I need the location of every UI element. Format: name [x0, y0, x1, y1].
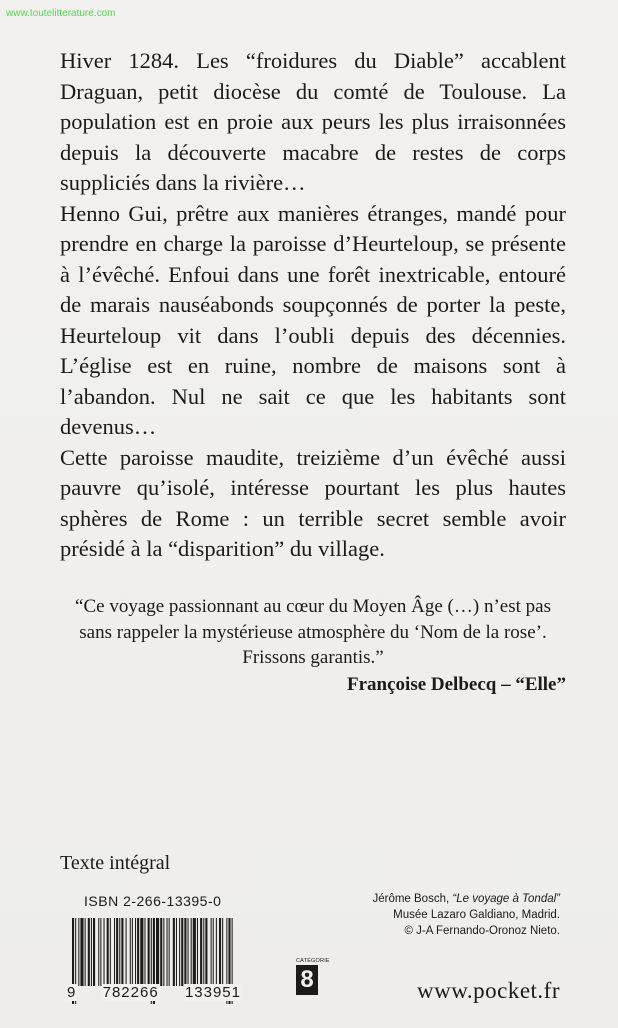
edge-mark: [604, 968, 610, 1010]
press-quote: [60, 594, 566, 697]
press-quote-text: “Ce voyage passionnant au cœur du Moyen Âge (…) n’est pas sans rappeler la mystérieuse atmosphère du ‘Nom de la rose’. Frissons garantis.”: [75, 596, 551, 668]
category-number: 8: [296, 965, 318, 995]
barcode-digits: [66, 984, 242, 1001]
isbn-text: ISBN 2-266-13395-0: [84, 893, 222, 909]
edition-label: Texte intégral: [60, 852, 171, 874]
barcode-first-digit: 9: [67, 984, 77, 1001]
barcode-group-right: 133951: [184, 984, 241, 1001]
credit-copyright: © J-A Fernando-Oronoz Nieto.: [404, 925, 560, 937]
category-label: CATÉGORIE: [296, 958, 330, 964]
synopsis-paragraph: Cette paroisse maudite, treizième d’un évêché aussi pauvre qu’isolé, intéresse pourtant les plus hautes sphères de Rome : un terrible secret semble avoir présidé à la “disparition” du village.: [60, 444, 566, 561]
synopsis-paragraph: Hiver 1284. Les “froidures du Diable” accablent Draguan, petit diocèse du comté de Toulouse. La population est en proie aux peurs les plus irraisonnées depuis la découverte macabre de restes de corps suppliciés dans la rivière…: [60, 48, 566, 195]
credit-artist: Jérôme Bosch,: [372, 893, 450, 905]
watermark-text: www.toutelitterature.com: [6, 8, 116, 19]
press-quote-attribution: Françoise Delbecq – “Elle”: [347, 673, 566, 695]
synopsis-blurb: [60, 46, 566, 565]
credit-museum: Musée Lazaro Galdiano, Madrid.: [393, 909, 560, 921]
publisher-website[interactable]: www.pocket.fr: [417, 978, 560, 1003]
credit-artist-line: [320, 891, 560, 907]
cover-credit: [320, 891, 560, 939]
category-badge: [296, 958, 330, 995]
credit-title: “Le voyage à Tondal”: [452, 893, 560, 905]
synopsis-paragraph: Henno Gui, prêtre aux manières étranges, mandé pour prendre en charge la paroisse d’Heurteloup, se présente à l’évêché. Enfoui dans une forêt inextricable, entouré de marais nauséabonds soupçonnés de porter la peste, Heurteloup vit dans l’oubli depuis des décennies. L’église est en ruine, nombre de maisons sont à l’abandon. Nul ne sait ce que les habitants sont devenus…: [60, 200, 566, 439]
barcode-group-left: 782266: [102, 984, 159, 1001]
